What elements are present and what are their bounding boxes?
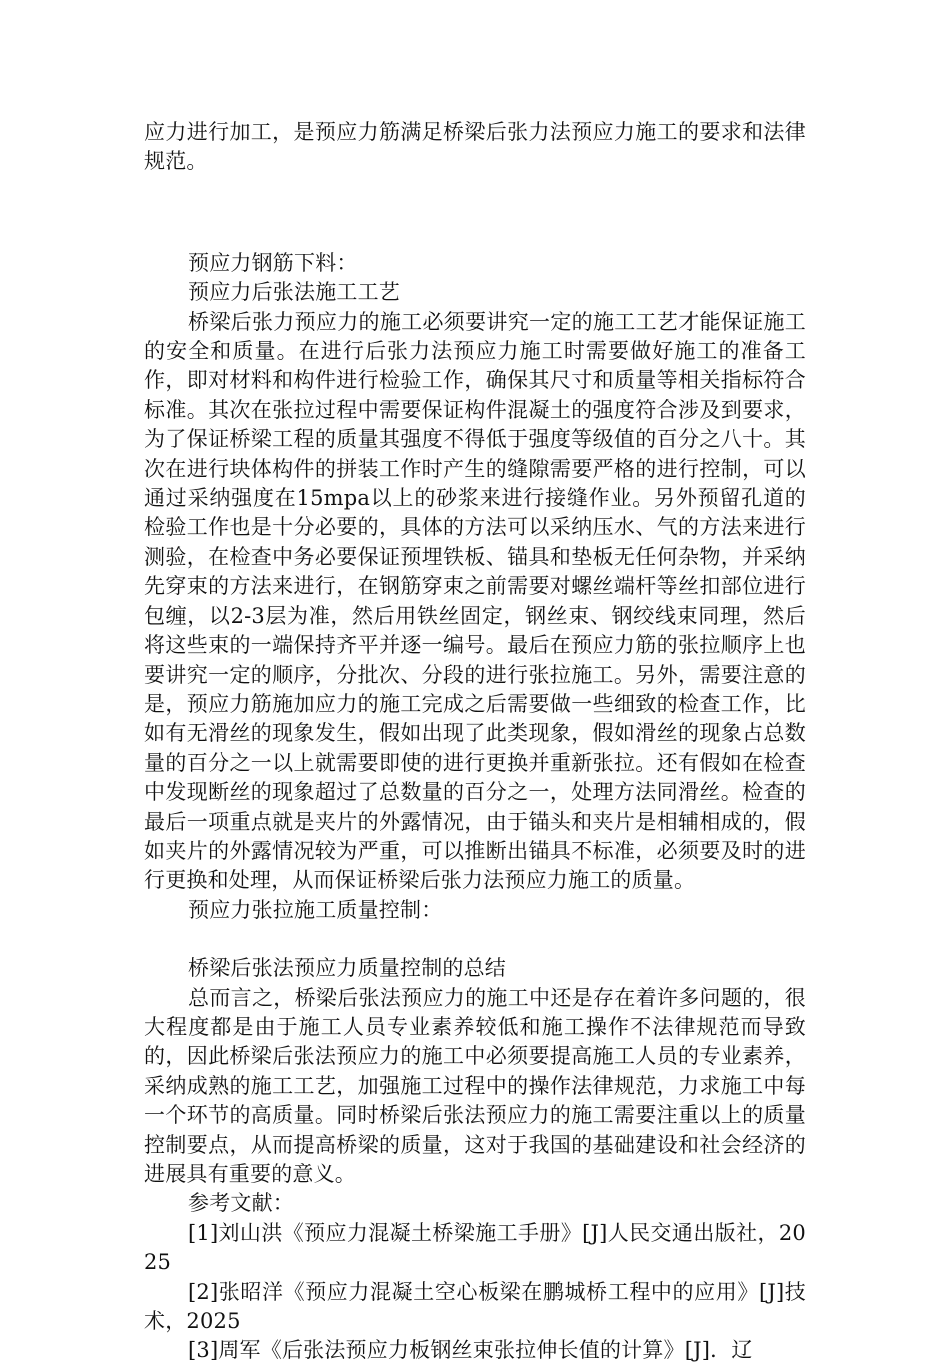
reference-item: [3]周军《后张法预应力板钢丝束张拉伸长值的计算》[J]．辽 [188, 1338, 753, 1363]
summary-paragraph: 总而言之，桥梁后张法预应力的施工中还是存在着许多问题的，很大程度都是由于施工人员专业素养较低和施工操作不法律规范而导致的，因此桥梁后张法预应力的施工中必须要提高施工人员的专业素养，采纳成熟的施工工艺，加强施工过程中的操作法律规范，力求施工中每一个环节的高质量。同时桥梁后张法预应力的施工需要注重以上的质量控制要点，从而提高桥梁的质量，这对于我国的基础建设和社会经济的进展具有重要的意义。 [144, 985, 806, 1186]
section-spacer [144, 925, 806, 954]
reference-item: [1]刘山洪《预应力混凝土桥梁施工手册》[J]人民交通出版社，2025 [144, 1220, 806, 1275]
heading-summary: 桥梁后张法预应力质量控制的总结 [188, 956, 506, 981]
heading-quality: 预应力张拉施工质量控制： [188, 897, 443, 922]
heading-process: 预应力后张法施工工艺 [188, 280, 400, 305]
process-paragraph: 桥梁后张力预应力的施工必须要讲究一定的施工工艺才能保证施工的安全和质量。在进行后张力法预应力施工时需要做好施工的准备工作，即对材料和构件进行检验工作，确保其尺寸和质量等相关指标符合标准。其次在张拉过程中需要保证构件混凝土的强度符合涉及到要求，为了保证桥梁工程的质量其强度不得低于强度等级值的百分之八十。其次在进行块体构件的拼装工作时产生的缝隙需要严格的进行控制，可以通过采纳强度在15mpa以上的砂浆来进行接缝作业。另外预留孔道的检验工作也是十分必要的，具体的方法可以采纳压水、气的方法来进行测验，在检查中务必要保证预埋铁板、锚具和垫板无任何杂物，并采纳先穿束的方法来进行，在钢筋穿束之前需要对螺丝端杆等丝扣部位进行包缠，以2-3层为准，然后用铁丝固定，钢丝束、钢绞线束同理，然后将这些束的一端保持齐平并逐一编号。最后在预应力筋的张拉顺序上也要讲究一定的顺序，分批次、分段的进行张拉施工。另外，需要注意的是，预应力筋施加应力的施工完成之后需要做一些细致的检查工作，比如有无滑丝的现象发生，假如出现了此类现象，假如滑丝的现象占总数量的百分之一以上就需要即使的进行更换并重新张拉。还有假如在检查中发现断丝的现象超过了总数量的百分之一，处理方法同滑丝。检查的最后一项重点就是夹片的外露情况，由于锚头和夹片是相辅相成的，假如夹片的外露情况较为严重，可以推断出锚具不标准，必须要及时的进行更换和处理，从而保证桥梁后张力法预应力施工的质量。 [144, 309, 806, 893]
document-page [144, 118, 806, 1366]
heading-cutting: 预应力钢筋下料： [188, 250, 358, 275]
section-spacer [144, 177, 806, 249]
intro-continuation-paragraph: 应力进行加工，是预应力筋满足桥梁后张力法预应力施工的要求和法律规范。 [144, 120, 806, 174]
reference-item: [2]张昭洋《预应力混凝土空心板梁在鹏城桥工程中的应用》[J]技术，2025 [144, 1279, 806, 1334]
references-heading: 参考文献： [188, 1191, 294, 1216]
